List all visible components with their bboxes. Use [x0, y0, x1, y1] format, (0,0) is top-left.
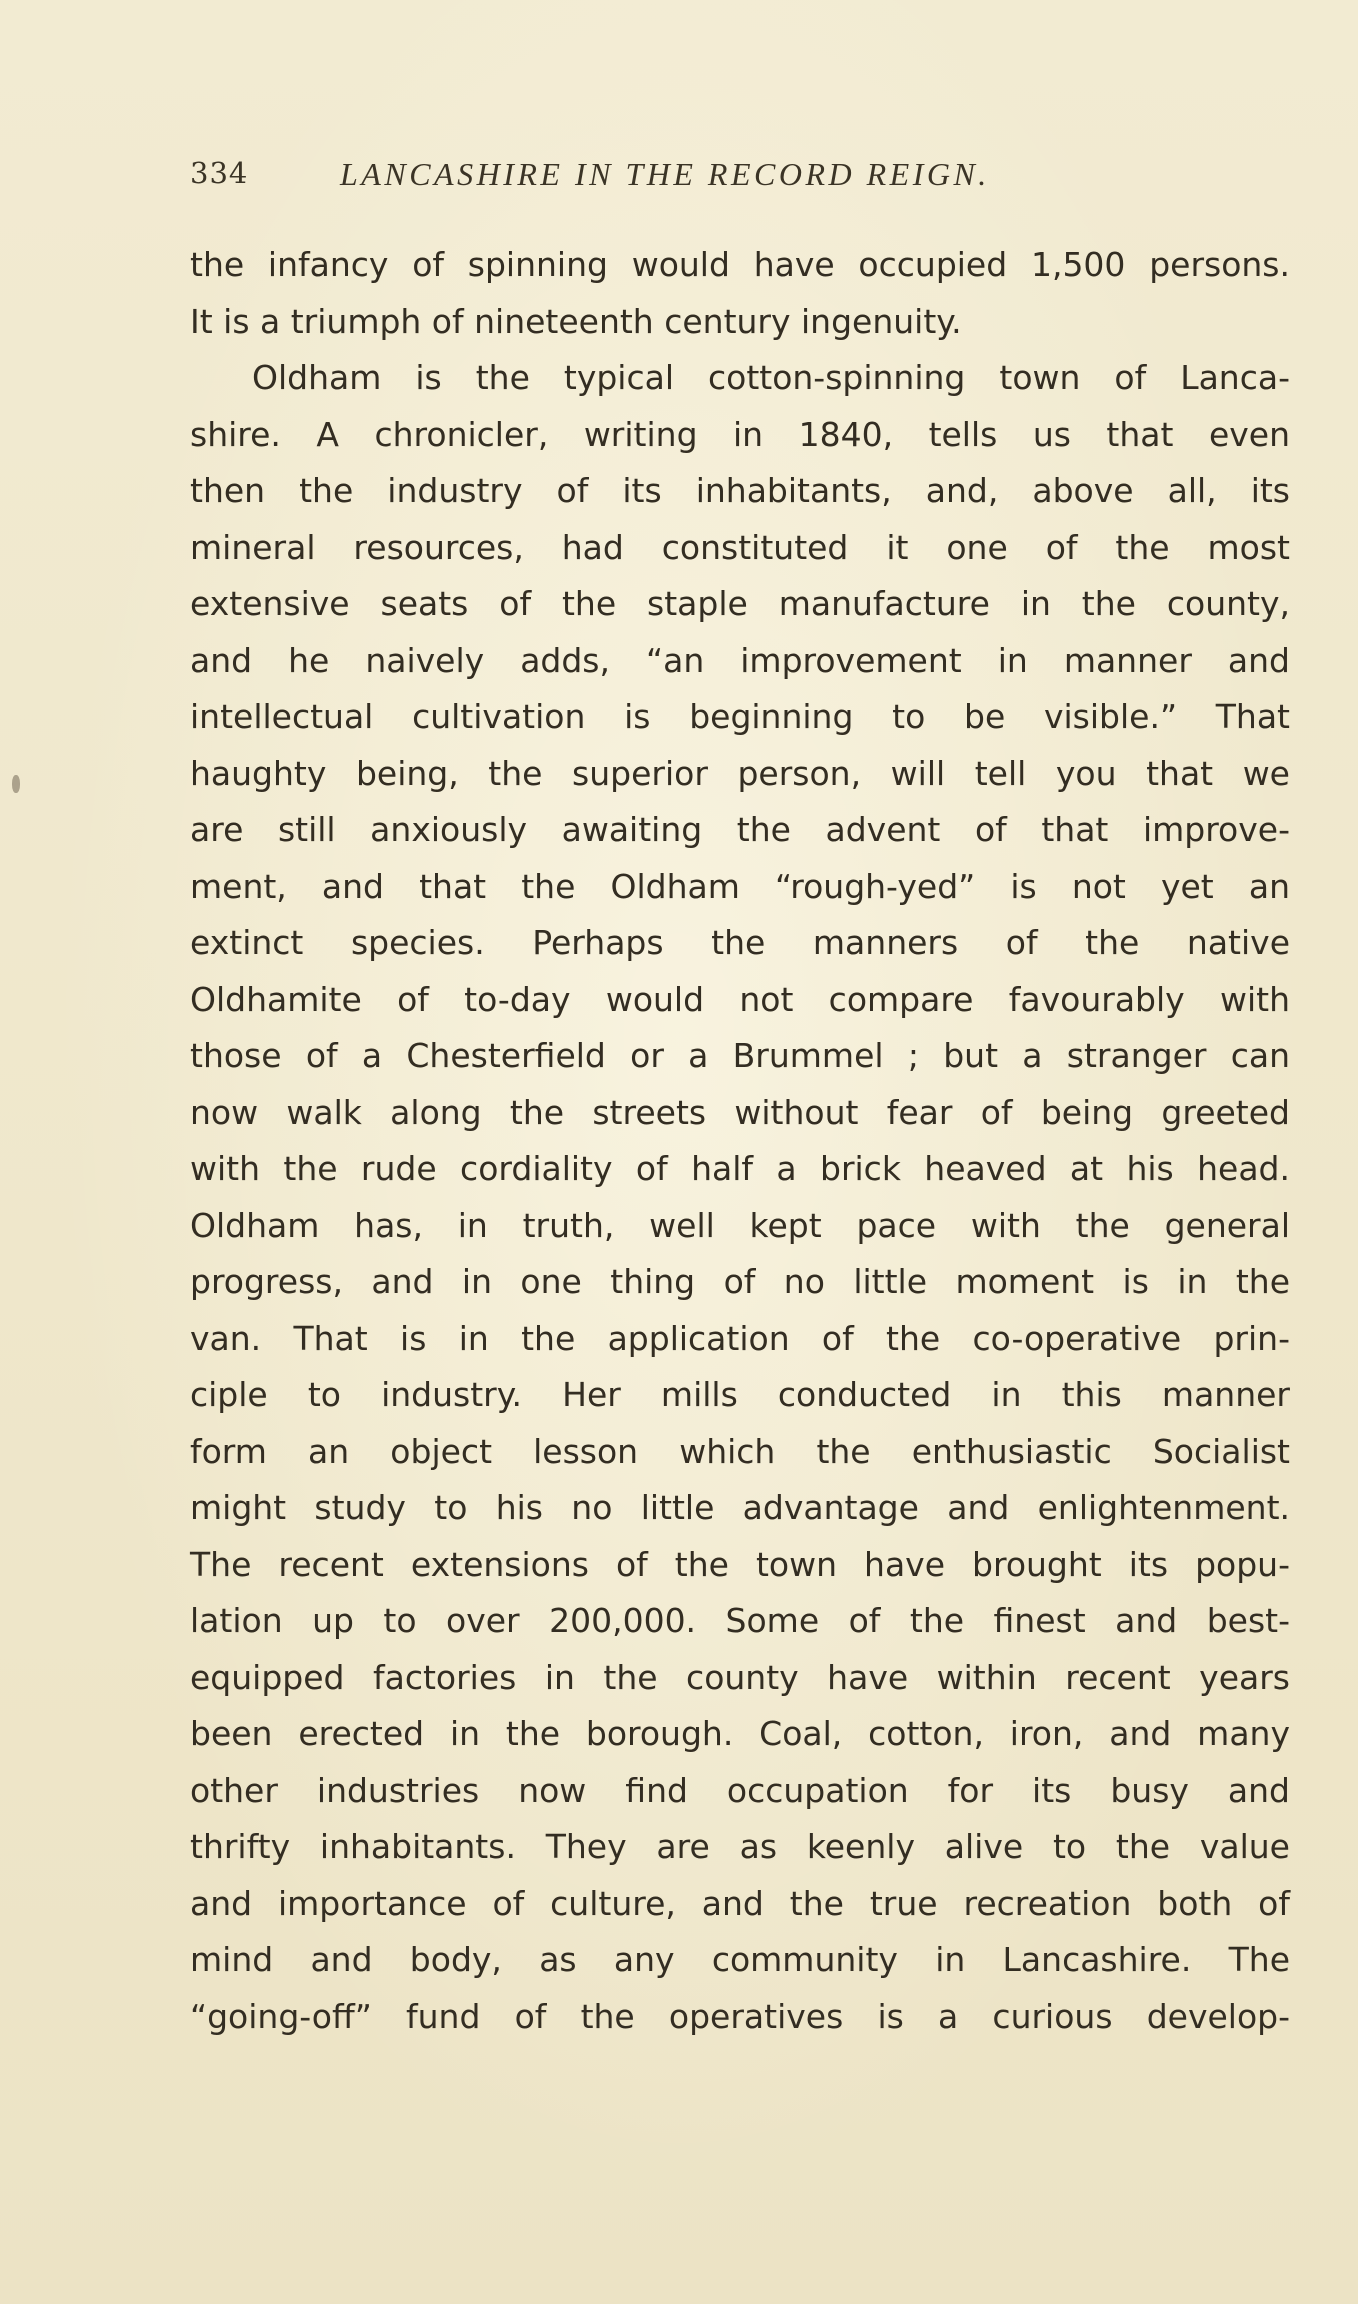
text-line: Oldham has, in truth, well kept pace with the general — [190, 1205, 1290, 1245]
text-line: lation up to over 200,000. Some of the finest and best- — [190, 1601, 1290, 1640]
text-line: equipped factories in the county have within recent years — [190, 1657, 1290, 1697]
paper-blemish — [12, 775, 20, 793]
text-line: are still anxiously awaiting the advent of that improve- — [190, 810, 1290, 849]
text-line: with the rude cordiality of half a brick heaved at his head. — [190, 1149, 1290, 1188]
text-line: then the industry of its inhabitants, and, above all, its — [190, 471, 1290, 510]
text-line: intellectual cultivation is beginning to be visible.” That — [190, 697, 1290, 736]
text-line: mineral resources, had constituted it one of the most — [190, 527, 1290, 567]
text-line: The recent extensions of the town have brought its popu- — [190, 1544, 1290, 1584]
text-line: Oldhamite of to-day would not compare favourably with — [190, 979, 1290, 1019]
text-line: and he naively adds, “an improvement in manner and — [190, 640, 1290, 680]
text-line: and importance of culture, and the true recreation both of — [190, 1883, 1290, 1923]
text-line: It is a triumph of nineteenth century ingenuity. — [190, 301, 962, 341]
text-line: extinct species. Perhaps the manners of the native — [190, 923, 1290, 962]
text-line: form an object lesson which the enthusiastic Socialist — [190, 1431, 1290, 1471]
text-line: van. That is in the application of the co-operative prin- — [190, 1318, 1290, 1358]
text-line: ciple to industry. Her mills conducted in this manner — [190, 1375, 1290, 1414]
text-line: shire. A chronicler, writing in 1840, tells us that even — [190, 414, 1290, 454]
body-text — [190, 237, 1290, 2045]
text-line: other industries now find occupation for its busy and — [190, 1770, 1290, 1810]
running-title: LANCASHIRE IN THE RECORD REIGN. — [340, 156, 990, 192]
text-line: haughty being, the superior person, will tell you that we — [190, 753, 1290, 793]
text-line: those of a Chesterfield or a Brummel ; but a stranger can — [190, 1036, 1290, 1075]
text-line: ment, and that the Oldham “rough-yed” is not yet an — [190, 866, 1290, 906]
text-line: “going-off” fund of the operatives is a curious develop- — [190, 1996, 1290, 2036]
page-header — [190, 156, 1190, 200]
text-line: might study to his no little advantage and enlightenment. — [190, 1488, 1290, 1527]
text-line: been erected in the borough. Coal, cotton, iron, and many — [190, 1714, 1290, 1753]
text-line: now walk along the streets without fear of being greeted — [190, 1092, 1290, 1132]
text-line: thrifty inhabitants. They are as keenly alive to the value — [190, 1827, 1290, 1866]
text-line: extensive seats of the staple manufacture in the county, — [190, 584, 1290, 623]
text-line: mind and body, as any community in Lancashire. The — [190, 1940, 1290, 1979]
text-line: the infancy of spinning would have occupied 1,500 persons. — [190, 245, 1290, 284]
page-number: 334 — [190, 156, 249, 190]
text-line: Oldham is the typical cotton-spinning town of Lanca- — [252, 358, 1290, 397]
text-line: progress, and in one thing of no little moment is in the — [190, 1262, 1290, 1301]
